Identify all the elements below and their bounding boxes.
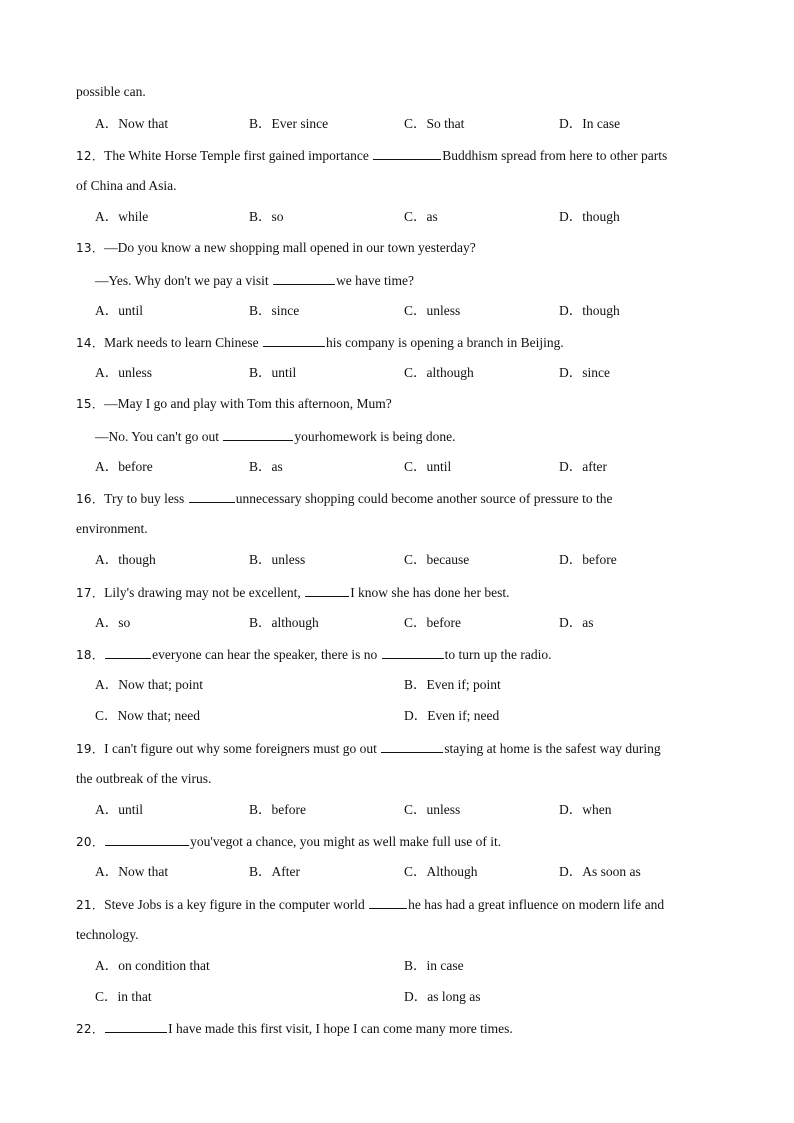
question-15-option-d[interactable]: D．after xyxy=(559,459,607,474)
question-text: you'vegot a chance, you might as well make full use of it. xyxy=(190,834,502,849)
question-20-option-c[interactable]: C．Although xyxy=(404,864,478,879)
question-18-option-a[interactable]: A．Now that; point xyxy=(95,677,203,692)
answer-blank[interactable] xyxy=(105,1019,167,1033)
question-19 xyxy=(76,739,661,758)
question-13-option-b[interactable]: B．since xyxy=(249,303,300,318)
question-11-option-a[interactable]: A．Now that xyxy=(95,116,169,131)
question-11-option-d[interactable]: D．In case xyxy=(559,116,621,131)
question-text: Mark needs to learn Chinese xyxy=(104,335,262,350)
answer-blank[interactable] xyxy=(189,489,235,503)
question-14-option-b[interactable]: B．until xyxy=(249,365,297,380)
question-20-option-a[interactable]: A．Now that xyxy=(95,864,169,879)
question-19-option-c[interactable]: C．unless xyxy=(404,802,461,817)
question-13-option-a[interactable]: A．until xyxy=(95,303,144,318)
question-17-option-c[interactable]: C．before xyxy=(404,615,461,630)
question-16-option-d[interactable]: D．before xyxy=(559,552,617,567)
question-12-option-c[interactable]: C．as xyxy=(404,209,438,224)
question-number: 22． xyxy=(76,1022,105,1036)
question-11-option-c[interactable]: C．So that xyxy=(404,116,465,131)
question-number: 21． xyxy=(76,898,105,912)
question-number: 19． xyxy=(76,742,105,756)
question-text: —Yes. Why don't we pay a visit xyxy=(95,273,273,288)
question-20 xyxy=(76,832,501,851)
answer-blank[interactable] xyxy=(263,333,325,347)
question-17-option-b[interactable]: B．although xyxy=(249,615,319,630)
question-text: —May I go and play with Tom this afternoon, Mum? xyxy=(104,396,392,411)
question-12-option-a[interactable]: A．while xyxy=(95,209,149,224)
question-20-option-b[interactable]: B．After xyxy=(249,864,300,879)
question-15-option-c[interactable]: C．until xyxy=(404,459,452,474)
answer-blank[interactable] xyxy=(305,583,349,597)
question-18-option-c[interactable]: C．Now that; need xyxy=(95,708,200,723)
question-19-option-b[interactable]: B．before xyxy=(249,802,306,817)
answer-blank[interactable] xyxy=(382,645,444,659)
question-text: Buddhism spread from here to other parts xyxy=(442,148,668,163)
question-number: 13． xyxy=(76,241,105,255)
question-20-option-d[interactable]: D．As soon as xyxy=(559,864,641,879)
question-21-option-c[interactable]: C．in that xyxy=(95,989,152,1004)
question-text: I know she has done her best. xyxy=(350,585,510,600)
question-21-option-d[interactable]: D．as long as xyxy=(404,989,481,1004)
answer-blank[interactable] xyxy=(105,832,189,846)
question-13 xyxy=(76,239,476,257)
question-18-option-b[interactable]: B．Even if; point xyxy=(404,677,501,692)
question-14-option-c[interactable]: C．although xyxy=(404,365,474,380)
question-17-option-a[interactable]: A．so xyxy=(95,615,131,630)
question-text: yourhomework is being done. xyxy=(294,429,456,444)
question-text: staying at home is the safest way during xyxy=(444,741,661,756)
answer-blank[interactable] xyxy=(105,645,151,659)
question-number: 12． xyxy=(76,149,105,163)
question-22 xyxy=(76,1019,513,1038)
question-13-line2 xyxy=(95,271,414,290)
question-14-option-a[interactable]: A．unless xyxy=(95,365,152,380)
question-21-line2: technology. xyxy=(76,927,139,942)
question-13-option-d[interactable]: D．though xyxy=(559,303,620,318)
question-text: Lily's drawing may not be excellent, xyxy=(104,585,305,600)
question-17 xyxy=(76,583,510,602)
question-11-option-b[interactable]: B．Ever since xyxy=(249,116,329,131)
question-number: 20． xyxy=(76,835,105,849)
question-11-continuation: possible can. xyxy=(76,84,146,99)
question-14-option-d[interactable]: D．since xyxy=(559,365,610,380)
question-12 xyxy=(76,146,667,165)
question-15-option-a[interactable]: A．before xyxy=(95,459,153,474)
question-text: everyone can hear the speaker, there is no xyxy=(152,647,381,662)
question-text: he has had a great influence on modern life and xyxy=(408,897,665,912)
question-16-option-c[interactable]: C．because xyxy=(404,552,470,567)
question-18-option-d[interactable]: D．Even if; need xyxy=(404,708,500,723)
question-12-line2: of China and Asia. xyxy=(76,178,177,193)
question-12-option-d[interactable]: D．though xyxy=(559,209,620,224)
question-text: The White Horse Temple first gained importance xyxy=(104,148,373,163)
question-text: Steve Jobs is a key figure in the computer world xyxy=(104,897,369,912)
answer-blank[interactable] xyxy=(273,271,335,285)
answer-blank[interactable] xyxy=(373,146,441,160)
question-19-line2: the outbreak of the virus. xyxy=(76,771,212,786)
question-text: I can't figure out why some foreigners must go out xyxy=(104,741,381,756)
question-15-option-b[interactable]: B．as xyxy=(249,459,283,474)
question-text: —Do you know a new shopping mall opened in our town yesterday? xyxy=(104,240,476,255)
question-number: 17． xyxy=(76,586,105,600)
question-number: 16． xyxy=(76,492,105,506)
question-text: we have time? xyxy=(336,273,415,288)
question-18 xyxy=(76,645,552,664)
question-16-option-a[interactable]: A．though xyxy=(95,552,156,567)
question-text: —No. You can't go out xyxy=(95,429,223,444)
question-14 xyxy=(76,333,564,352)
question-21-option-b[interactable]: B．in case xyxy=(404,958,464,973)
question-text: to turn up the radio. xyxy=(444,647,552,662)
question-21 xyxy=(76,895,664,914)
question-19-option-a[interactable]: A．until xyxy=(95,802,144,817)
question-number: 18． xyxy=(76,648,105,662)
question-number: 14． xyxy=(76,336,105,350)
question-16-line2: environment. xyxy=(76,521,148,536)
question-17-option-d[interactable]: D．as xyxy=(559,615,594,630)
answer-blank[interactable] xyxy=(369,895,407,909)
answer-blank[interactable] xyxy=(381,739,443,753)
question-16-option-b[interactable]: B．unless xyxy=(249,552,306,567)
question-text: his company is opening a branch in Beijing. xyxy=(326,335,564,350)
question-number: 15． xyxy=(76,397,105,411)
question-15 xyxy=(76,395,392,413)
question-text: unnecessary shopping could become another source of pressure to the xyxy=(235,491,613,506)
question-13-option-c[interactable]: C．unless xyxy=(404,303,461,318)
question-text: Try to buy less xyxy=(104,491,188,506)
question-15-line2 xyxy=(95,427,456,446)
answer-blank[interactable] xyxy=(223,427,293,441)
question-12-option-b[interactable]: B．so xyxy=(249,209,284,224)
question-16 xyxy=(76,489,612,508)
question-21-option-a[interactable]: A．on condition that xyxy=(95,958,210,973)
question-19-option-d[interactable]: D．when xyxy=(559,802,612,817)
question-text: I have made this first visit, I hope I can come many more times. xyxy=(168,1021,513,1036)
